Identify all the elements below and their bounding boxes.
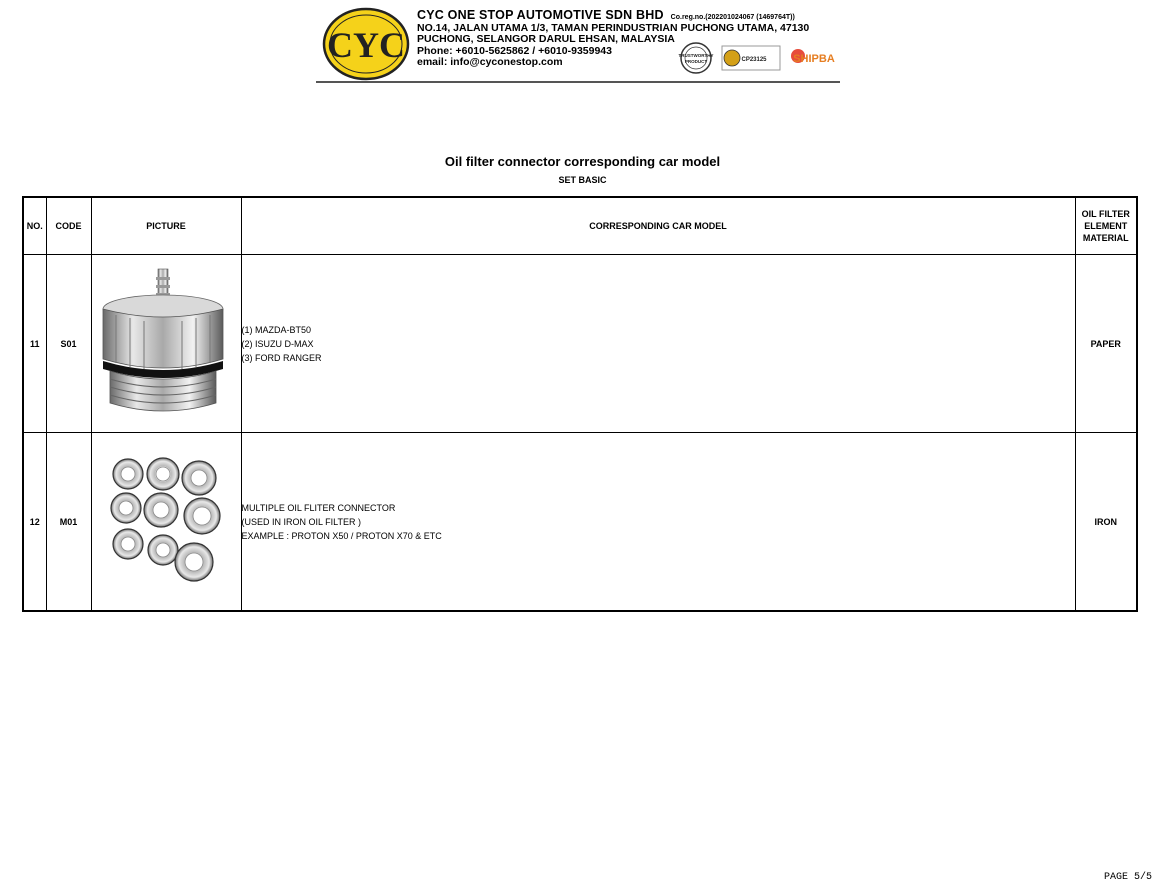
document-title: Oil filter connector corresponding car model	[444, 154, 721, 169]
row-material: IRON	[1075, 433, 1137, 612]
header-picture: PICTURE	[91, 197, 241, 255]
row-material: PAPER	[1075, 255, 1137, 433]
header-code: CODE	[46, 197, 91, 255]
document-subtitle: SET BASIC	[558, 175, 607, 185]
cp-badge	[722, 46, 780, 70]
letterhead-divider	[316, 81, 840, 83]
company-logo	[322, 7, 410, 81]
car-model-item: MULTIPLE OIL FLITER CONNECTOR	[241, 502, 396, 513]
row-no: 11	[23, 255, 46, 433]
row-no: 12	[23, 433, 46, 612]
header-material: OIL FILTER ELEMENT MATERIAL	[1075, 197, 1137, 255]
car-model-item: EXAMPLE : PROTON X50 / PROTON X70 & ETC	[241, 530, 442, 541]
car-model-item: (2) ISUZU D-MAX	[241, 338, 314, 349]
car-model-item: (3) FORD RANGER	[241, 352, 322, 363]
shipba-badge	[786, 44, 838, 72]
car-model-item: (USED IN IRON OIL FILTER )	[241, 516, 362, 527]
row-picture	[91, 433, 241, 612]
trustworthy-badge	[679, 43, 714, 73]
table-row	[23, 255, 1137, 433]
address-line-1: NO.14, JALAN UTAMA 1/3, TAMAN PERINDUSTRIAN PUCHONG UTAMA, 47130	[417, 22, 810, 35]
phone: Phone: +6010-5625862 / +6010-9359943	[417, 44, 612, 57]
row-car-models	[241, 255, 1075, 433]
table-header-row	[23, 197, 1137, 255]
svg-text:TRUSTWORTHY: TRUSTWORTHY	[678, 53, 714, 58]
email: email: info@cyconestop.com	[417, 55, 563, 68]
oil-filter-cap-adapter-image	[96, 263, 236, 423]
header-car-model: CORRESPONDING CAR MODEL	[241, 197, 1075, 255]
svg-text:CP23125: CP23125	[741, 57, 767, 63]
row-car-models	[241, 433, 1075, 612]
header-no: NO.	[23, 197, 46, 255]
certification-badges	[676, 40, 841, 76]
row-code: S01	[46, 255, 91, 433]
address-line-2: PUCHONG, SELANGOR DARUL EHSAN, MALAYSIA	[417, 33, 675, 46]
company-name: CYC ONE STOP AUTOMOTIVE SDN BHD	[417, 8, 664, 22]
row-code: M01	[46, 433, 91, 612]
table-row	[23, 433, 1137, 612]
car-model-item: (1) MAZDA-BT50	[241, 324, 312, 335]
multiple-connectors-image	[106, 456, 226, 586]
company-reg-no: Co.reg.no.(202201024067 (1469764T))	[670, 14, 795, 21]
svg-text:SHIPBA: SHIPBA	[793, 53, 835, 65]
letterhead	[316, 4, 840, 82]
product-table	[22, 196, 1138, 612]
page-number: PAGE 5/5	[1103, 872, 1152, 883]
row-picture	[91, 255, 241, 433]
logo-text: CYC	[327, 25, 405, 65]
svg-text:PRODUCT: PRODUCT	[684, 59, 708, 64]
